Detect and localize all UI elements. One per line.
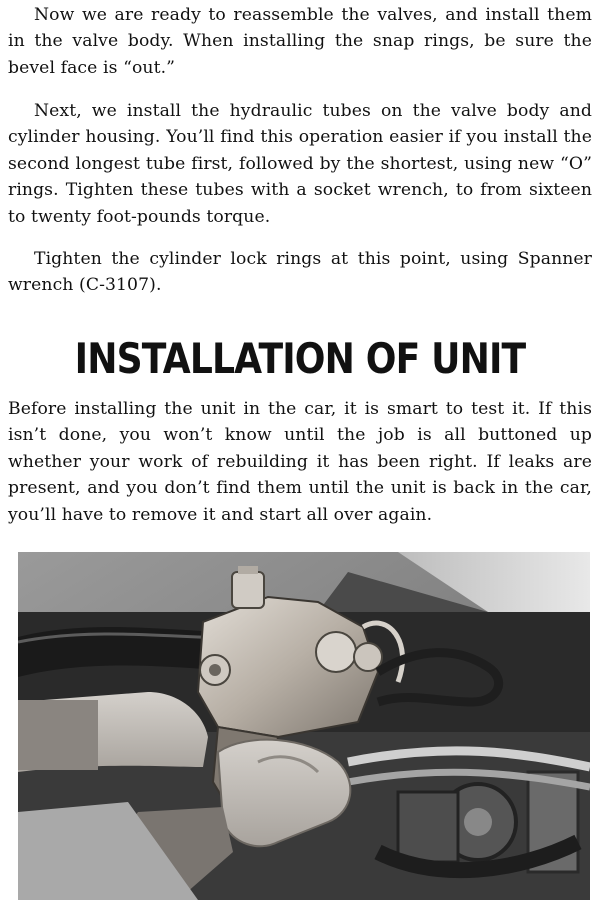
left-hand [18, 692, 208, 772]
paragraph-cylinder-lock-rings: Tighten the cylinder lock rings at this point, using Spanner wrench (C-3107). [8, 249, 592, 296]
paragraph-installation-testing: Before installing the unit in the car, it is smart to test it. If this isn’t done, you won’t know until the job is all buttoned up whether your work of rebuilding it has been right. If leaks are present, and you don’t find them until the unit is back in the car, you’ll have to remove it and start all over again. [8, 399, 592, 525]
section-heading: INSTALLATION OF UNIT [74, 334, 526, 383]
paragraph-hydraulic-tubes: Next, we install the hydraulic tubes on the valve body and cylinder housing. You’ll find this operation easier if you install the second longest tube first, followed by the shortest, using new “O” rings. Tighten these tubes with a socket wrench, to from sixteen to twenty foot-pounds torque. [8, 101, 592, 227]
paragraph-reassemble-valves: Now we are ready to reassemble the valves, and install them in the valve body. When installing the snap rings, be sure the bevel face is “out.” [8, 5, 592, 78]
photo-hydraulic-unit-installation [18, 552, 590, 900]
